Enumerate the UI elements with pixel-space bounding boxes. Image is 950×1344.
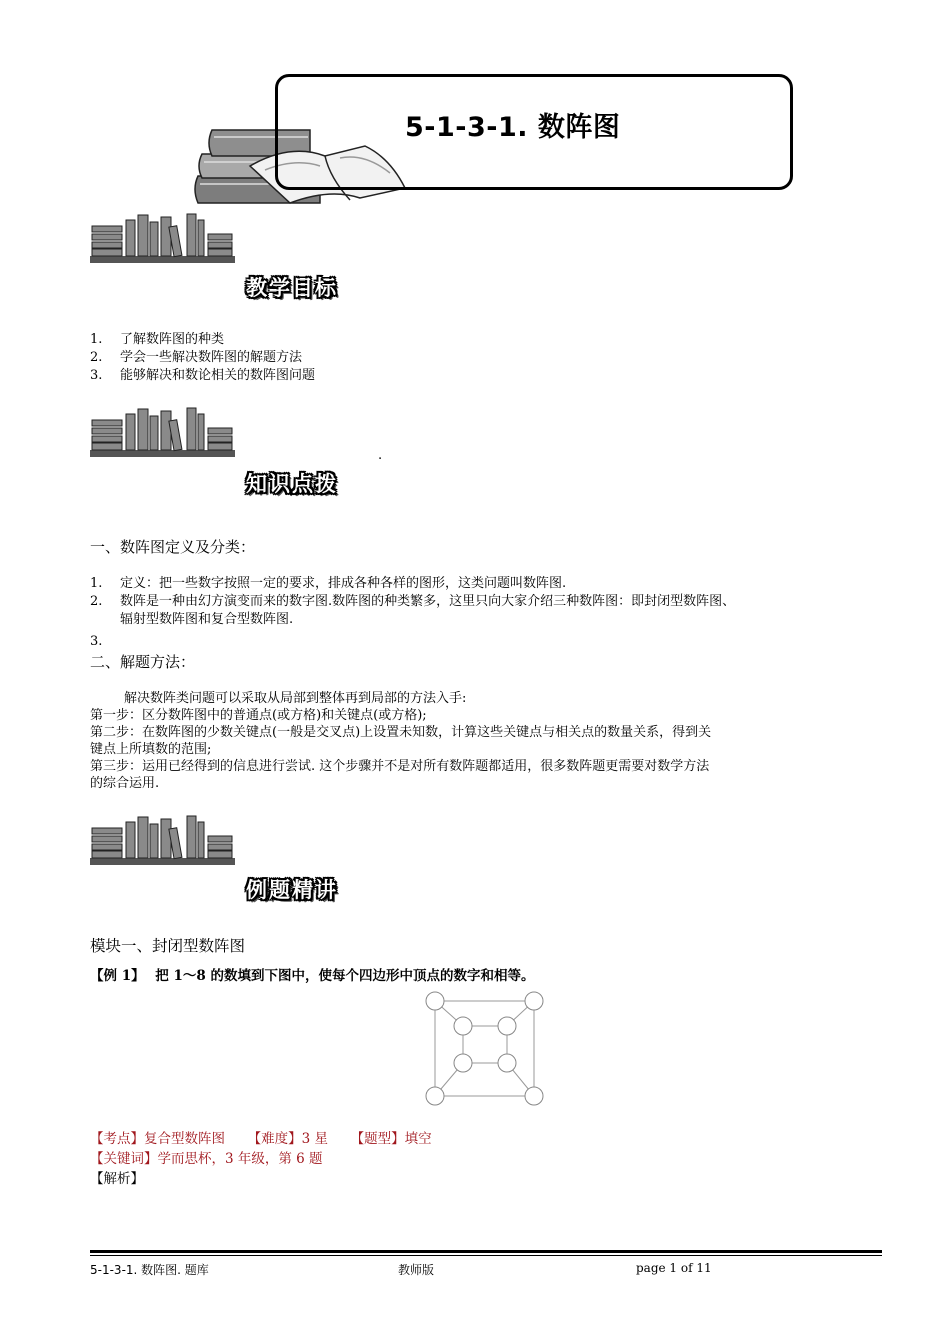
section-title-examples: 例题精讲 bbox=[246, 878, 338, 902]
diagram-node bbox=[498, 1017, 516, 1035]
footer-center: 教师版 bbox=[398, 1263, 435, 1277]
list-item: 辐射型数阵图和复合型数阵图. bbox=[120, 612, 294, 627]
part2-heading: 二、解题方法： bbox=[90, 653, 196, 671]
list-item: 2. 学会一些解决数阵图的解题方法 bbox=[90, 350, 303, 365]
tags-line-2 bbox=[90, 1150, 323, 1169]
number-array-diagram bbox=[420, 985, 550, 1110]
kaodian-value: 复合型数阵图 bbox=[144, 1131, 225, 1147]
diagram-node bbox=[525, 992, 543, 1010]
footer-rule bbox=[90, 1250, 882, 1253]
module-heading: 模块一、封闭型数阵图 bbox=[90, 937, 246, 955]
example-text: 把 1～8 的数填到下图中，使每个四边形中顶点的数字和相等。 bbox=[155, 968, 535, 984]
tixing-label: 【题型】 bbox=[350, 1131, 405, 1147]
list-item: 3. bbox=[90, 634, 103, 649]
part1-heading: 一、数阵图定义及分类： bbox=[90, 538, 256, 556]
diagram-node bbox=[454, 1054, 472, 1072]
section-title-knowledge: 知识点拨 bbox=[246, 472, 338, 496]
diagram-node bbox=[426, 992, 444, 1010]
tags-line-1 bbox=[90, 1130, 432, 1149]
footer-left: 5-1-3-1. 数阵图. 题库 bbox=[90, 1263, 209, 1277]
nandu-value: 3 星 bbox=[301, 1131, 328, 1147]
method-line: 第三步：运用已经得到的信息进行尝试. 这个步骤并不是对所有数阵题都适用，很多数阵题更需要对数学方法 bbox=[90, 759, 710, 774]
goals-list bbox=[90, 331, 315, 385]
example-label: 【例 1】 bbox=[90, 968, 145, 984]
diagram-node bbox=[498, 1054, 516, 1072]
bookshelf-icon bbox=[90, 212, 235, 264]
keyword-value: 学而思杯，3 年级，第 6 题 bbox=[157, 1151, 323, 1167]
method-line: 键点上所填数的范围; bbox=[90, 742, 212, 757]
keyword-label: 【关键词】 bbox=[90, 1151, 158, 1167]
method-line: 解决数阵类问题可以采取从局部到整体再到局部的方法入手: bbox=[124, 691, 467, 706]
page-number: page 1 of 11 bbox=[636, 1261, 712, 1275]
analysis-label: 【解析】 bbox=[90, 1171, 144, 1187]
list-item: 3. 能够解决和数论相关的数阵图问题 bbox=[90, 368, 316, 383]
footer-rule-thin bbox=[90, 1255, 882, 1256]
nandu-label: 【难度】 bbox=[247, 1131, 302, 1147]
list-item: 1. 了解数阵图的种类 bbox=[90, 332, 225, 347]
tixing-value: 填空 bbox=[404, 1131, 432, 1147]
bookshelf-icon bbox=[90, 406, 235, 458]
diagram-node bbox=[454, 1017, 472, 1035]
example-1 bbox=[90, 964, 534, 984]
kaodian-label: 【考点】 bbox=[90, 1131, 144, 1147]
bookshelf-icon bbox=[90, 814, 235, 866]
dot-mark: . bbox=[378, 448, 383, 463]
section-title-goals: 教学目标 bbox=[246, 276, 338, 300]
list-item: 1. 定义：把一些数字按照一定的要求，排成各种各样的图形，这类问题叫数阵图. bbox=[90, 576, 567, 591]
method-line: 第二步：在数阵图的少数关键点(一般是交叉点)上设置未知数，计算这些关键点与相关点的数量关系，得到关 bbox=[90, 725, 712, 740]
diagram-node bbox=[525, 1087, 543, 1105]
method-line: 第一步：区分数阵图中的普通点(或方格)和关键点(或方格); bbox=[90, 708, 427, 723]
definition-list bbox=[90, 575, 735, 651]
method-line: 的综合运用. bbox=[90, 776, 160, 791]
method-paragraph bbox=[90, 690, 711, 792]
list-item: 2. 数阵是一种由幻方演变而来的数字图.数阵图的种类繁多，这里只向大家介绍三种数阵图：即封闭型数阵图、 bbox=[90, 594, 736, 609]
diagram-node bbox=[426, 1087, 444, 1105]
page-title: 5-1-3-1. 数阵图 bbox=[405, 112, 621, 143]
